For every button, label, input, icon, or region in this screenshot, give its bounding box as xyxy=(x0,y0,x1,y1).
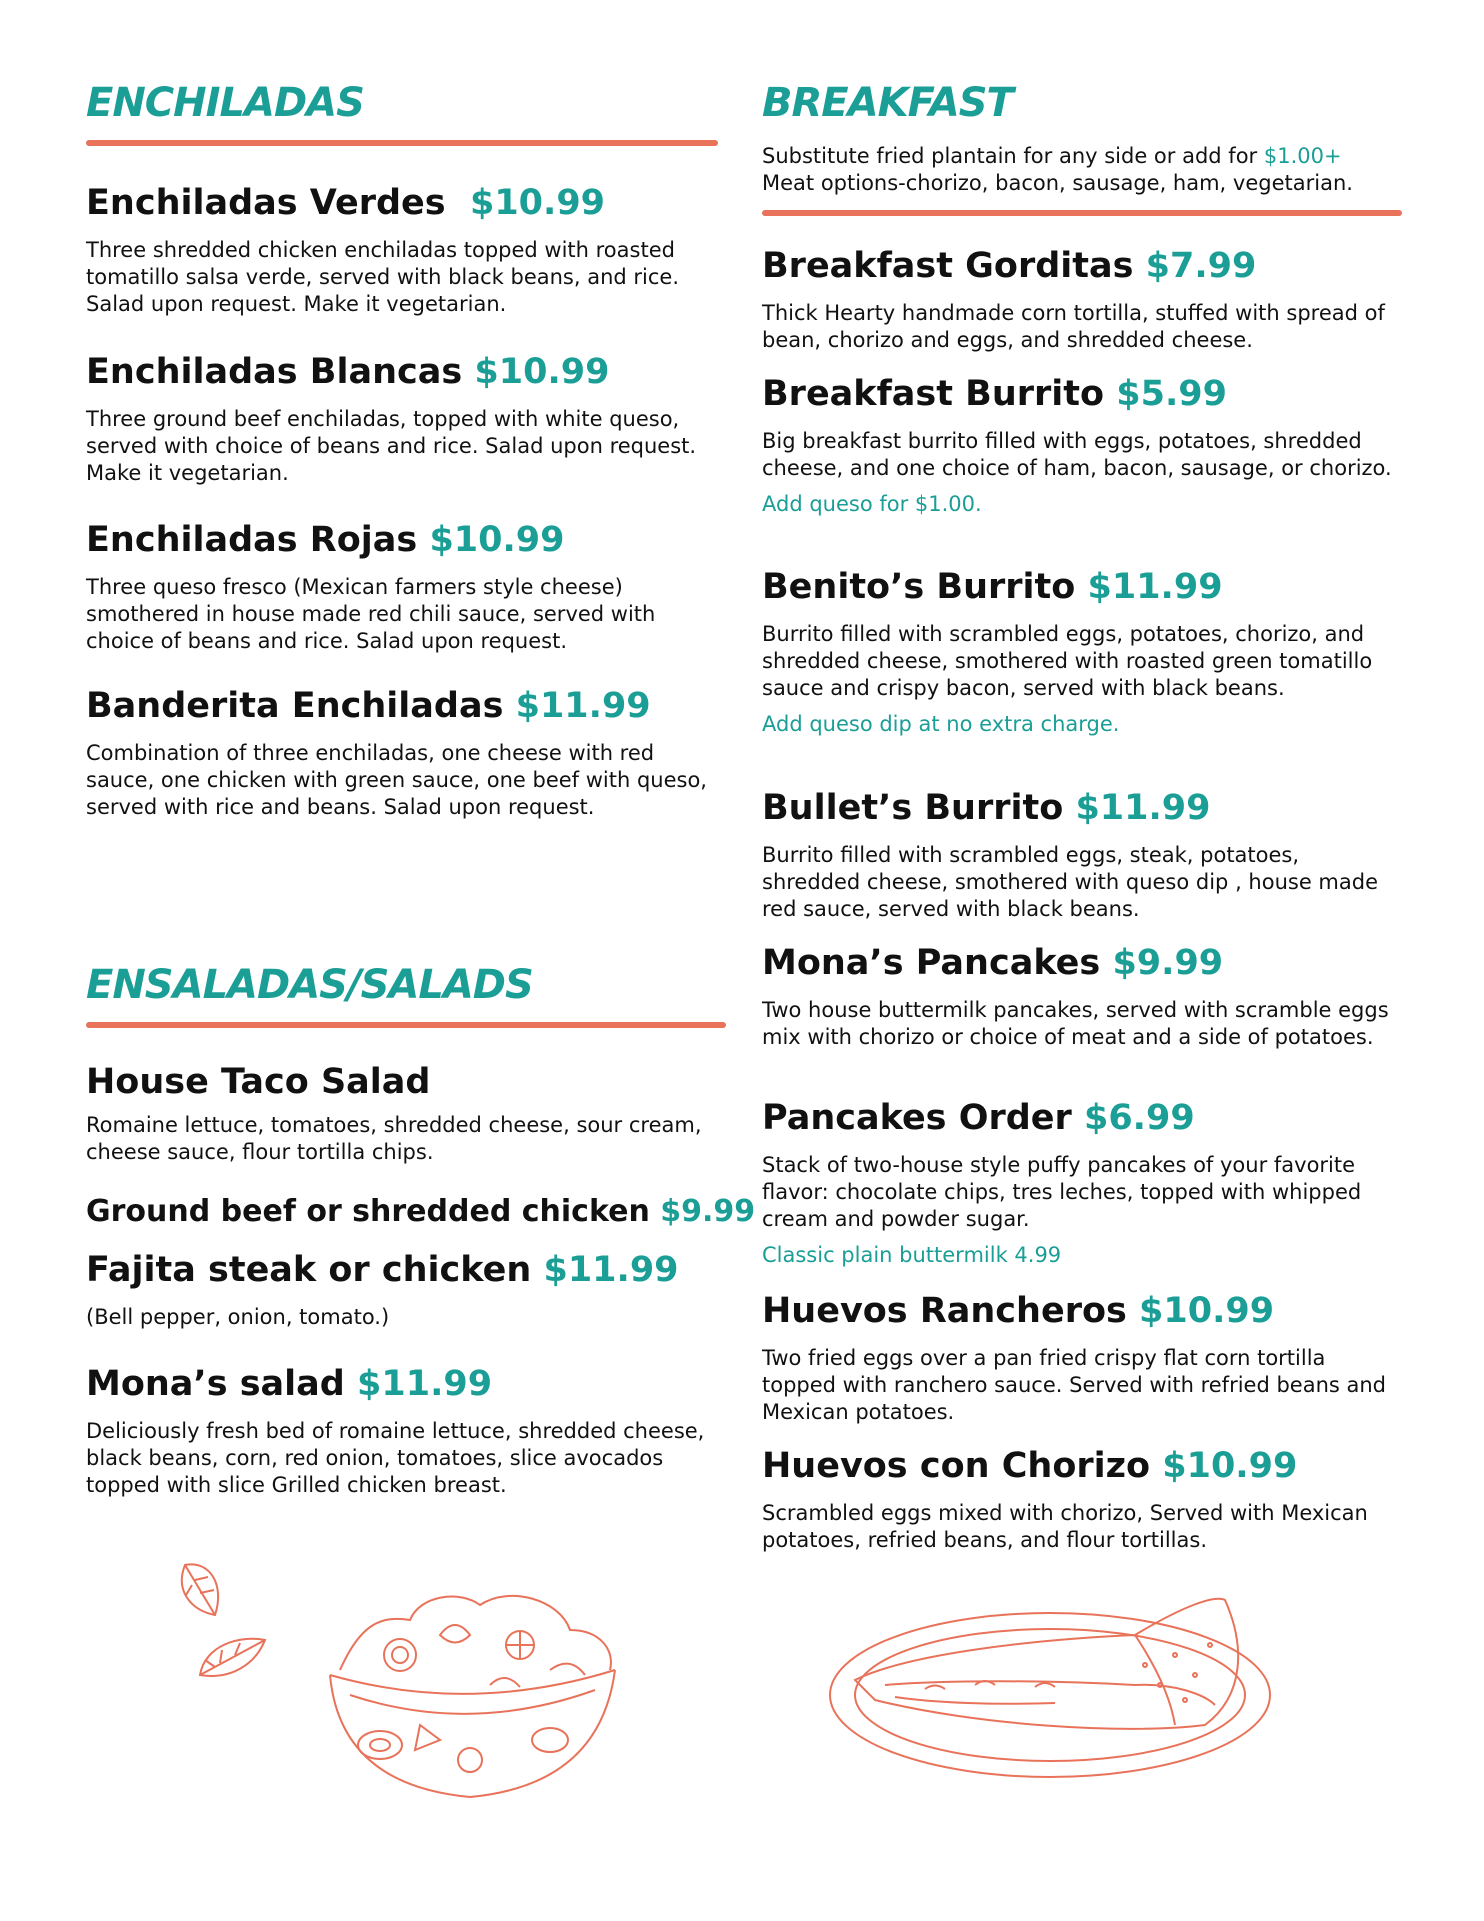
menu-item xyxy=(762,943,1402,1051)
menu-item xyxy=(86,183,726,318)
menu-item xyxy=(86,1250,726,1331)
item-price: $9.99 xyxy=(660,1194,756,1229)
item-description: Thick Hearty handmade corn tortilla, stuffed with spread of bean, chorizo and eggs, and shredded cheese. xyxy=(762,301,1385,352)
item-price: $11.99 xyxy=(1087,567,1223,607)
item-description: Three queso fresco (Mexican farmers style cheese) smothered in house made red chili sauce, served with choice of beans and rice. Salad upon request. xyxy=(86,575,656,653)
item-name: House Taco Salad xyxy=(86,1062,431,1102)
menu-item xyxy=(86,686,726,821)
item-name: Ground beef or shredded chicken $9.99 xyxy=(86,1194,756,1229)
intro-line-1: Substitute fried plantain for any side or add for $1.00+ xyxy=(762,144,1342,168)
menu-item xyxy=(762,374,1402,516)
omelette-plate-icon xyxy=(825,1585,1280,1785)
item-price: $11.99 xyxy=(357,1364,493,1404)
item-description: Scrambled eggs mixed with chorizo, Served with Mexican potatoes, refried beans, and flour tortillas. xyxy=(762,1501,1368,1552)
item-price: $11.99 xyxy=(543,1250,679,1290)
item-description: Combination of three enchiladas, one cheese with red sauce, one chicken with green sauce, one beef with queso, served with rice and beans. Salad upon request. xyxy=(86,741,707,819)
breakfast-divider xyxy=(762,210,1402,216)
item-note: Classic plain buttermilk 4.99 xyxy=(762,1243,1062,1267)
item-description: Burrito filled with scrambled eggs, potatoes, chorizo, and shredded cheese, smothered with roasted green tomatillo sauce and crispy bacon, served with black beans. xyxy=(762,622,1373,700)
item-price: $10.99 xyxy=(429,520,565,560)
item-price: $11.99 xyxy=(515,686,651,726)
menu-item xyxy=(86,1194,756,1229)
item-name: Huevos Rancheros $10.99 xyxy=(762,1291,1275,1331)
menu-item xyxy=(86,1062,726,1166)
menu-item xyxy=(86,1364,726,1499)
enchiladas-divider xyxy=(86,140,718,146)
item-description: Two fried eggs over a pan fried crispy flat corn tortilla topped with ranchero sauce. Served with refried beans and Mexican potatoes. xyxy=(762,1346,1387,1424)
item-note: Add queso dip at no extra charge. xyxy=(762,712,1120,736)
item-name: Breakfast Gorditas $7.99 xyxy=(762,246,1257,286)
item-note: Add queso for $1.00. xyxy=(762,492,982,516)
item-name: Banderita Enchiladas $11.99 xyxy=(86,686,651,726)
item-name: Pancakes Order $6.99 xyxy=(762,1098,1195,1138)
item-price: $10.99 xyxy=(1162,1446,1298,1486)
item-name: Bullet’s Burrito $11.99 xyxy=(762,788,1211,828)
item-name: Benito’s Burrito $11.99 xyxy=(762,567,1223,607)
item-name: Enchiladas Verdes $10.99 xyxy=(86,183,606,223)
item-name: Fajita steak or chicken $11.99 xyxy=(86,1250,679,1290)
menu-item xyxy=(762,1291,1402,1426)
menu-item xyxy=(762,567,1402,736)
item-price: $5.99 xyxy=(1116,374,1227,414)
item-price: $10.99 xyxy=(474,352,610,392)
item-name: Huevos con Chorizo $10.99 xyxy=(762,1446,1298,1486)
item-price: $10.99 xyxy=(1139,1291,1275,1331)
menu-item xyxy=(762,246,1402,354)
menu-item xyxy=(86,352,726,487)
menu-item xyxy=(86,520,726,655)
intro-price: $1.00+ xyxy=(1263,144,1342,168)
item-description: (Bell pepper, onion, tomato.) xyxy=(86,1305,390,1329)
item-price: $7.99 xyxy=(1145,246,1257,286)
item-description: Two house buttermilk pancakes, served with scramble eggs mix with chorizo or choice of meat and a side of potatoes. xyxy=(762,998,1389,1049)
item-name: Mona’s Pancakes $9.99 xyxy=(762,943,1224,983)
item-price: $11.99 xyxy=(1075,788,1211,828)
item-price: $6.99 xyxy=(1083,1098,1195,1138)
leaf-icon xyxy=(170,1555,280,1685)
item-name: Mona’s salad $11.99 xyxy=(86,1364,493,1404)
menu-item xyxy=(762,1098,1402,1267)
item-description: Three shredded chicken enchiladas topped with roasted tomatillo salsa verde, served with black beans, and rice. Salad upon request. Make it vegetarian. xyxy=(86,238,680,316)
breakfast-intro xyxy=(762,143,1402,197)
item-name: Enchiladas Rojas $10.99 xyxy=(86,520,565,560)
item-name: Breakfast Burrito $5.99 xyxy=(762,374,1227,414)
salads-title: ENSALADAS/SALADS xyxy=(86,962,533,1008)
item-description: Big breakfast burrito filled with eggs, potatoes, shredded cheese, and one choice of ham, bacon, sausage, or chorizo. xyxy=(762,429,1392,480)
item-description: Three ground beef enchiladas, topped with white queso, served with choice of beans and rice. Salad upon request. Make it vegetarian. xyxy=(86,407,697,485)
item-description: Deliciously fresh bed of romaine lettuce, shredded cheese, black beans, corn, red onion, tomatoes, slice avocados topped with slice Grilled chicken breast. xyxy=(86,1419,705,1497)
breakfast-title: BREAKFAST xyxy=(762,80,1013,126)
menu-item xyxy=(762,788,1402,923)
item-description: Romaine lettuce, tomatoes, shredded cheese, sour cream, cheese sauce, flour tortilla chips. xyxy=(86,1113,702,1164)
intro-line-2: Meat options-chorizo, bacon, sausage, ham, vegetarian. xyxy=(762,171,1353,195)
item-price: $10.99 xyxy=(469,183,606,223)
menu-item xyxy=(762,1446,1402,1554)
item-name: Enchiladas Blancas $10.99 xyxy=(86,352,610,392)
enchiladas-title: ENCHILADAS xyxy=(86,80,364,126)
salads-divider xyxy=(86,1022,726,1028)
item-description: Burrito filled with scrambled eggs, steak, potatoes, shredded cheese, smothered with queso dip , house made red sauce, served with black beans. xyxy=(762,843,1378,921)
item-description: Stack of two-house style puffy pancakes of your favorite flavor: chocolate chips, tres leches, topped with whipped cream and powder sugar. xyxy=(762,1153,1362,1231)
salad-bowl-icon xyxy=(320,1575,625,1805)
item-price: $9.99 xyxy=(1112,943,1224,983)
